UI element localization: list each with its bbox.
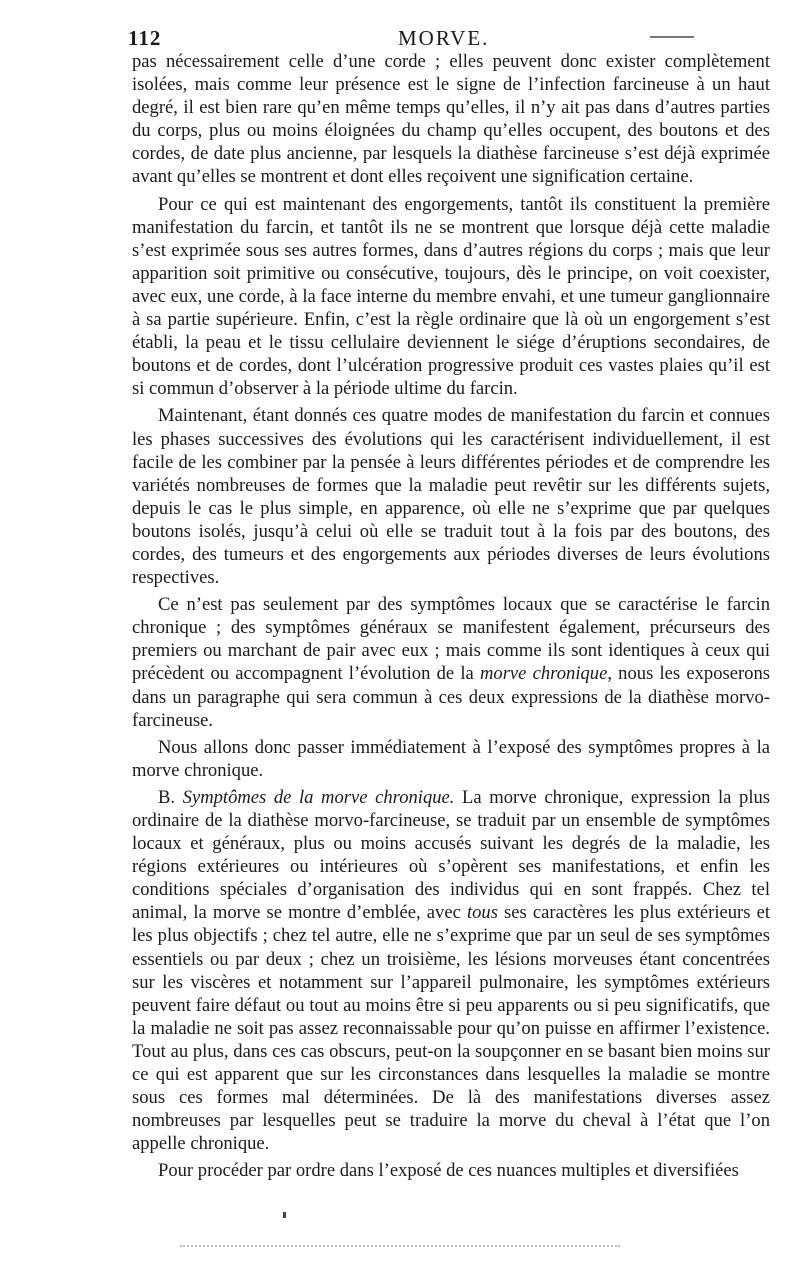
paragraph-section-b [132,786,770,1156]
page-number: 112 [128,26,162,50]
paragraph-procedure: Pour procéder par ordre dans l’exposé de ces nuances multiples et diversifiées [158,1160,739,1182]
paragraph-text: La morve chronique, expression la plus ordinaire de la diathèse morvo-farcineuse, se traduit par un ensemble de symptômes locaux et généraux, plus ou moins accusés suivant les degrés de la maladie, les régions extérieures ou intérieures où s’opèrent ses manifestations, et enfin les conditions spéciales d’organisation des individus qui en sont frappés. Chez tel animal, la morve se montre d’emblée, avec [132,786,771,924]
footer-ink-mark [283,1212,286,1218]
section-title: Symptômes de la morve chronique. [182,786,455,808]
paragraph-text: ses caractères les plus extérieurs et les plus objectifs ; chez tel autre, elle ne s’exprime que par un seul de ses symptômes essentiels ou par deux ; chez un troisième, les lésions morveuses étant concentrées sur les viscères et notamment sur l’appareil pulmonaire, les symptômes extérieurs peuvent faire défaut ou tout au moins être si peu apparents ou si peu significatifs, que la maladie ne soit pas assez reconnaissable pour qu’on puisse en affirmer l’existence. Tout au plus, dans ces cas obscurs, peut-on la soupçonner en se basant bien moins sur ce qui est apparent que sur les circonstances dans lesquelles la maladie se montre sous ces formes mal déterminées. De là des manifestations diverses assez nombreuses par lesquelles peut se traduire la morve du cheval à l’état que l’on appelle chronique. [132,902,770,1155]
footer-dotted-rule [180,1245,620,1251]
header-mark [650,36,694,38]
running-title: MORVE. [398,26,490,50]
paragraph-continuation: pas nécessairement celle d’une corde ; elles peuvent donc exister complètement isolées, mais comme leur présence est le signe de l’infection farcineuse à un haut degré, il est bien rare qu’en même temps qu’elles, il n’y ait pas dans d’autres parties du corps, plus ou moins éloignées du champ qu’elles occupent, des boutons et des cordes, de date plus ancienne, par lesquels la diathèse farcineuse s’est déjà exprimée avant qu’elles se montrent et dont elles reçoivent une signification certaine. [132,51,770,188]
paragraph-combinations: Maintenant, étant donnés ces quatre modes de manifestation du farcin et connues les phases successives des évolutions qui les caractérisent individuellement, il est facile de les combiner par la pensée à leurs différentes périodes et de comprendre les variétés nombreuses de formes que la maladie peut revêtir sur les différents sujets, depuis le cas le plus simple, en apparence, où elle ne s’exprime que par quelques boutons isolés, jusqu’à celui où elle se traduit tout à la fois par des boutons, des cordes, des tumeurs et des engorgements aux périodes diverses de leurs évolutions respectives. [132,405,770,589]
section-marker: B. [158,786,183,808]
paragraph-text: , nous les exposerons dans un paragraphe qui sera commun à ces deux expressions de la diathèse morvo-farcineuse. [132,663,771,731]
paragraph-text: Ce n’est pas seulement par des symptômes locaux que se caractérise le farcin chronique ; des symptômes généraux se manifestent également, précurseurs des premiers ou marchant de pair avec eux ; mais comme ils sont identiques à ceux qui précèdent ou accompagnent l’évolution de la [132,594,770,685]
italic-term: morve chronique [479,663,608,685]
italic-term: tous [466,902,498,924]
paragraph-general-symptoms [132,593,770,732]
paragraph-transition: Nous allons donc passer immédiatement à l’exposé des symptômes propres à la morve chronique. [132,736,770,781]
body-text [132,50,770,1183]
paragraph-engorgements: Pour ce qui est maintenant des engorgements, tantôt ils constituent la première manifestation du farcin, et tantôt ils ne se montrent que lorsque déjà cette maladie s’est exprimée sous ses autres formes, dans d’autres régions du corps ; mais que leur apparition soit primitive ou consécutive, toujours, dès le principe, on voit coexister, avec eux, une corde, à la face interne du membre envahi, et une tumeur ganglionnaire à sa partie supérieure. Enfin, c’est la règle ordinaire que là où un engorgement s’est établi, la peau et le tissu cellulaire deviennent le siége d’éruptions secondaires, de boutons et de cordes, dont l’ulcération progressive produit ces vastes plaies qu’il est si commun d’observer à la période ultime du farcin. [132,193,770,400]
